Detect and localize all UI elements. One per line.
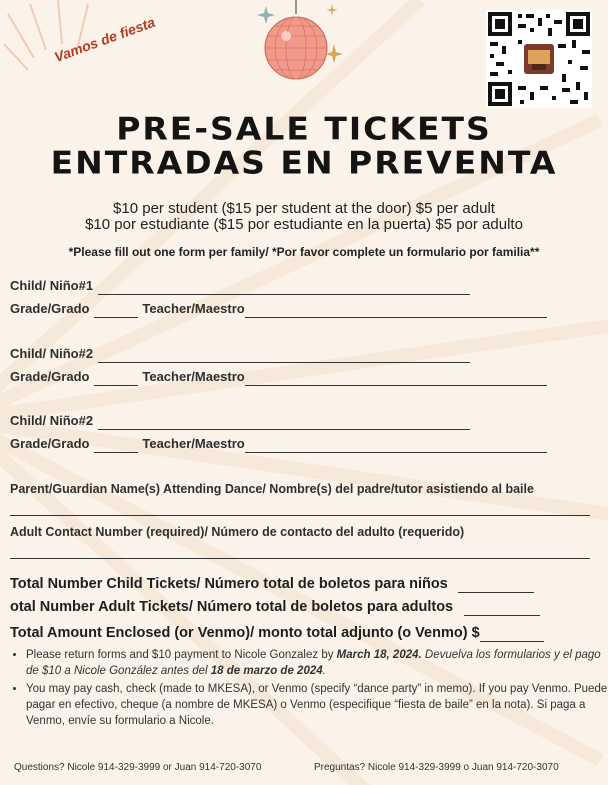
child-2-grade-row bbox=[10, 368, 547, 386]
child-2-teacher-field[interactable] bbox=[245, 371, 547, 386]
child-1-grade-field[interactable] bbox=[94, 303, 138, 318]
page-title-spanish: ENTRADAS EN PREVENTA bbox=[50, 143, 558, 182]
child-2-grade-field[interactable] bbox=[94, 371, 138, 386]
child-2-row bbox=[10, 345, 470, 363]
adult-tickets-row bbox=[10, 598, 540, 616]
adult-tickets-field[interactable] bbox=[464, 601, 540, 616]
child-1-row bbox=[10, 277, 470, 295]
child-3-teacher-field[interactable] bbox=[245, 438, 547, 453]
pricing-spanish: $10 por estudiante ($15 por estudiante en la puerta) $5 por adulto bbox=[85, 216, 523, 233]
child-3-name-field[interactable] bbox=[98, 415, 470, 430]
pricing-english: $10 per student ($15 per student at the door) $5 per adult bbox=[113, 200, 495, 217]
teacher-label: Teacher/Maestro bbox=[142, 369, 245, 384]
child-label: Child/ Niño#1 bbox=[10, 278, 94, 293]
parent-label: Parent/Guardian Name(s) Attending Dance/ Nombre(s) del padre/tutor asistiendo al baile bbox=[10, 482, 534, 496]
one-form-notice: *Please fill out one form per family/ *Por favor complete un formulario por familia** bbox=[68, 245, 540, 259]
contact-label: Adult Contact Number (required)/ Número de contacto del adulto (requerido) bbox=[10, 525, 465, 539]
child-3-grade-field[interactable] bbox=[94, 438, 138, 453]
child-1-name-field[interactable] bbox=[98, 280, 470, 295]
child-3-row bbox=[10, 412, 470, 430]
footer-spanish: Preguntas? Nicole 914-329-3999 o Juan 914-720-3070 bbox=[314, 762, 559, 773]
footer-english: Questions? Nicole 914-329-3999 or Juan 914-720-3070 bbox=[14, 762, 262, 773]
child-3-grade-row bbox=[10, 435, 547, 453]
grade-label: Grade/Grado bbox=[10, 301, 90, 316]
child-label: Child/ Niño#2 bbox=[10, 413, 94, 428]
amount-field[interactable] bbox=[480, 627, 544, 642]
page-title-english: PRE-SALE TICKETS bbox=[116, 109, 492, 148]
list-item: • Please return forms and $10 payment to Nicole Gonzalez by March 18, 2024. Devuelva los formularios y el pago de $10 a Nicole González antes del 18 de marzo de 2024. bbox=[26, 647, 608, 679]
child-tickets-field[interactable] bbox=[458, 578, 534, 593]
child-tickets-row bbox=[10, 575, 534, 593]
tagline: Vamos de fiesta bbox=[52, 13, 158, 66]
list-item: • You may pay cash, check (made to MKESA), or Venmo (specify “dance party” in memo). If you pay Venmo. Puede pagar en efectivo, cheque (a nombre de MKESA) o Venmo (especifique “fiesta de baile” en la nota). Si paga a Venmo, envíe su formulario a Nicole. bbox=[26, 681, 608, 729]
amount-label: Total Amount Enclosed (or Venmo)/ monto total adjunto (o Venmo) $ bbox=[10, 625, 480, 641]
child-tickets-label: Total Number Child Tickets/ Número total de boletos para niños bbox=[10, 576, 448, 592]
child-2-name-field[interactable] bbox=[98, 348, 470, 363]
contact-number-field[interactable] bbox=[10, 558, 590, 559]
child-1-grade-row bbox=[10, 300, 547, 318]
grade-label: Grade/Grado bbox=[10, 436, 90, 451]
teacher-label: Teacher/Maestro bbox=[142, 436, 245, 451]
adult-tickets-label: otal Number Adult Tickets/ Número total de boletos para adultos bbox=[10, 599, 454, 615]
grade-label: Grade/Grado bbox=[10, 369, 90, 384]
child-1-teacher-field[interactable] bbox=[245, 303, 547, 318]
teacher-label: Teacher/Maestro bbox=[142, 301, 245, 316]
child-label: Child/ Niño#2 bbox=[10, 346, 94, 361]
parent-name-field[interactable] bbox=[10, 515, 590, 516]
instructions-list bbox=[10, 647, 608, 731]
amount-row bbox=[10, 624, 544, 642]
